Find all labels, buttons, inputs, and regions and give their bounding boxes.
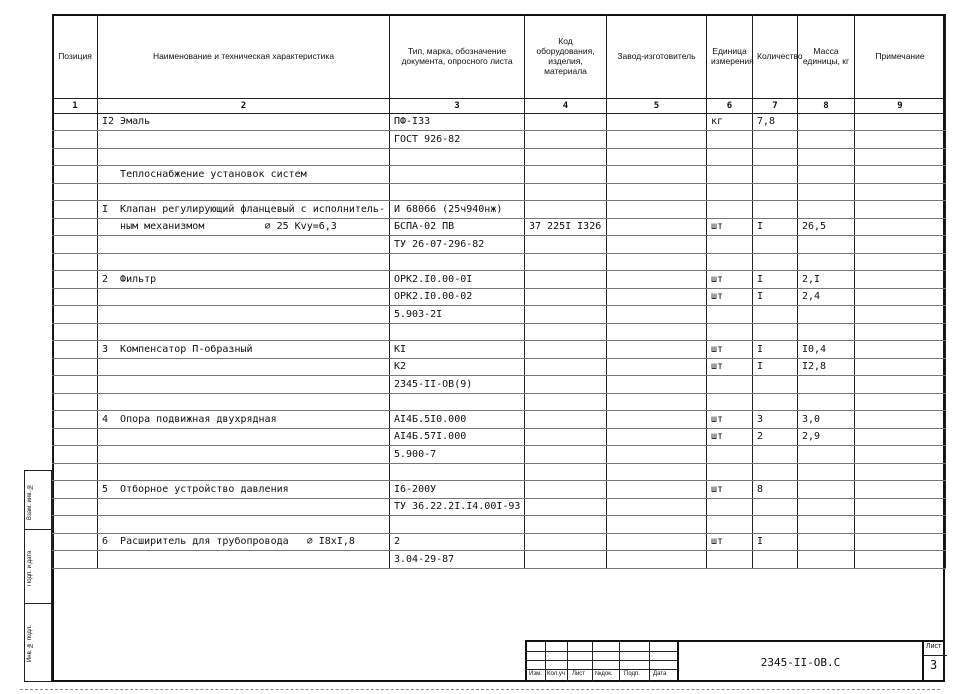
cell-quantity bbox=[753, 148, 798, 166]
cell-code bbox=[525, 148, 607, 166]
cell-quantity: I bbox=[753, 533, 798, 551]
cell-type bbox=[390, 166, 525, 184]
cell-unit: шт bbox=[707, 218, 753, 236]
cell-maker bbox=[607, 463, 707, 481]
cell-quantity: 3 bbox=[753, 411, 798, 429]
title-block bbox=[525, 640, 945, 682]
table-row bbox=[53, 411, 946, 429]
cell-unit: шт bbox=[707, 481, 753, 499]
cell-mass bbox=[798, 446, 855, 464]
cell-name: Теплоснабжение установок систем bbox=[98, 166, 390, 184]
strip-label-replace-inv: Взам. инв. № bbox=[27, 483, 33, 521]
sig-label: Дата bbox=[653, 671, 667, 677]
cell-mass: I0,4 bbox=[798, 341, 855, 359]
cell-code bbox=[525, 288, 607, 306]
table-row bbox=[53, 131, 946, 149]
cell-maker bbox=[607, 481, 707, 499]
cell-unit: шт bbox=[707, 341, 753, 359]
cell-position bbox=[53, 376, 98, 394]
cell-position bbox=[53, 533, 98, 551]
table-row bbox=[53, 498, 946, 516]
cell-note bbox=[855, 533, 946, 551]
cell-maker bbox=[607, 323, 707, 341]
cell-note bbox=[855, 201, 946, 219]
cell-note bbox=[855, 446, 946, 464]
cell-mass bbox=[798, 131, 855, 149]
cell-type: ТУ 26-07-296-82 bbox=[390, 236, 525, 254]
cell-mass bbox=[798, 113, 855, 131]
cell-name bbox=[98, 306, 390, 324]
cell-position bbox=[53, 411, 98, 429]
table-row bbox=[53, 341, 946, 359]
cell-maker bbox=[607, 288, 707, 306]
cell-mass: I2,8 bbox=[798, 358, 855, 376]
cell-code bbox=[525, 516, 607, 534]
cell-name: 6 Расширитель для трубопровода ∅ I8хI,8 bbox=[98, 533, 390, 551]
table-row bbox=[53, 446, 946, 464]
header-note: Примечание bbox=[855, 14, 946, 98]
cell-code bbox=[525, 463, 607, 481]
cell-type bbox=[390, 323, 525, 341]
cell-unit bbox=[707, 446, 753, 464]
cell-code bbox=[525, 236, 607, 254]
header-mass: Масса единицы, кг bbox=[798, 14, 855, 98]
cell-unit bbox=[707, 166, 753, 184]
cell-quantity bbox=[753, 253, 798, 271]
column-number-row bbox=[53, 98, 946, 113]
cell-unit: шт bbox=[707, 288, 753, 306]
cell-position bbox=[53, 498, 98, 516]
table-row bbox=[53, 358, 946, 376]
table-row bbox=[53, 271, 946, 289]
cell-code bbox=[525, 446, 607, 464]
cell-mass bbox=[798, 236, 855, 254]
column-number: 2 bbox=[98, 98, 390, 113]
cell-mass: 3,0 bbox=[798, 411, 855, 429]
cell-unit bbox=[707, 463, 753, 481]
cell-unit bbox=[707, 306, 753, 324]
cell-maker bbox=[607, 131, 707, 149]
cell-note bbox=[855, 166, 946, 184]
cell-quantity bbox=[753, 516, 798, 534]
cell-type: 5.903-2I bbox=[390, 306, 525, 324]
cell-position bbox=[53, 516, 98, 534]
cell-code bbox=[525, 183, 607, 201]
cell-note bbox=[855, 428, 946, 446]
cell-type bbox=[390, 148, 525, 166]
cell-type: I6-200У bbox=[390, 481, 525, 499]
table-row bbox=[53, 183, 946, 201]
cell-unit: кг bbox=[707, 113, 753, 131]
cell-name bbox=[98, 253, 390, 271]
column-number: 8 bbox=[798, 98, 855, 113]
cell-note bbox=[855, 218, 946, 236]
cell-position bbox=[53, 323, 98, 341]
cell-code bbox=[525, 481, 607, 499]
cell-position bbox=[53, 131, 98, 149]
sig-label: Подп. bbox=[624, 671, 640, 677]
sheet-number-box bbox=[922, 642, 947, 682]
cell-type bbox=[390, 463, 525, 481]
cell-position bbox=[53, 306, 98, 324]
cell-maker bbox=[607, 271, 707, 289]
cell-maker bbox=[607, 253, 707, 271]
header-row bbox=[53, 14, 946, 98]
table-row bbox=[53, 323, 946, 341]
specification-table bbox=[52, 14, 946, 569]
cell-type: 2 bbox=[390, 533, 525, 551]
cell-code bbox=[525, 428, 607, 446]
bottom-trim-line bbox=[20, 689, 940, 690]
cell-note bbox=[855, 131, 946, 149]
table-row bbox=[53, 428, 946, 446]
cell-code bbox=[525, 551, 607, 569]
cell-position bbox=[53, 446, 98, 464]
cell-unit: шт bbox=[707, 358, 753, 376]
cell-position bbox=[53, 236, 98, 254]
cell-maker bbox=[607, 306, 707, 324]
cell-mass bbox=[798, 481, 855, 499]
table-row bbox=[53, 166, 946, 184]
cell-type bbox=[390, 183, 525, 201]
sig-label: №док. bbox=[595, 671, 613, 677]
cell-code bbox=[525, 393, 607, 411]
cell-unit bbox=[707, 498, 753, 516]
cell-quantity bbox=[753, 498, 798, 516]
cell-maker bbox=[607, 148, 707, 166]
sig-label: Кол.уч bbox=[547, 671, 565, 677]
cell-name: 2 Фильтр bbox=[98, 271, 390, 289]
table-row bbox=[53, 376, 946, 394]
table-row bbox=[53, 481, 946, 499]
cell-quantity bbox=[753, 376, 798, 394]
table-row bbox=[53, 551, 946, 569]
specification-body bbox=[53, 113, 946, 568]
cell-unit bbox=[707, 201, 753, 219]
cell-unit bbox=[707, 236, 753, 254]
cell-maker bbox=[607, 358, 707, 376]
cell-name: 5 Отборное устройство давления bbox=[98, 481, 390, 499]
header-name: Наименование и техническая характеристика bbox=[98, 14, 390, 98]
cell-maker bbox=[607, 516, 707, 534]
cell-position bbox=[53, 481, 98, 499]
cell-note bbox=[855, 323, 946, 341]
cell-name: ным механизмом ∅ 25 Kvy=6,3 bbox=[98, 218, 390, 236]
cell-mass: 26,5 bbox=[798, 218, 855, 236]
cell-maker bbox=[607, 428, 707, 446]
cell-mass bbox=[798, 166, 855, 184]
table-row bbox=[53, 253, 946, 271]
cell-mass: 2,4 bbox=[798, 288, 855, 306]
cell-name bbox=[98, 183, 390, 201]
cell-unit bbox=[707, 323, 753, 341]
table-row bbox=[53, 148, 946, 166]
revision-grid bbox=[527, 642, 677, 682]
cell-name bbox=[98, 516, 390, 534]
cell-code bbox=[525, 358, 607, 376]
cell-quantity: I bbox=[753, 341, 798, 359]
cell-mass bbox=[798, 201, 855, 219]
cell-mass bbox=[798, 253, 855, 271]
cell-name bbox=[98, 323, 390, 341]
table-row bbox=[53, 236, 946, 254]
cell-position bbox=[53, 218, 98, 236]
cell-position bbox=[53, 183, 98, 201]
table-row bbox=[53, 516, 946, 534]
sig-label: Лист bbox=[572, 671, 586, 677]
cell-note bbox=[855, 551, 946, 569]
cell-position bbox=[53, 271, 98, 289]
cell-code bbox=[525, 498, 607, 516]
cell-unit bbox=[707, 183, 753, 201]
cell-note bbox=[855, 498, 946, 516]
cell-type: ГОСТ 926-82 bbox=[390, 131, 525, 149]
cell-quantity: I bbox=[753, 288, 798, 306]
cell-quantity: I bbox=[753, 218, 798, 236]
cell-code bbox=[525, 341, 607, 359]
cell-quantity bbox=[753, 236, 798, 254]
sheet-label: Лист bbox=[926, 643, 942, 650]
column-number: 5 bbox=[607, 98, 707, 113]
cell-note bbox=[855, 516, 946, 534]
cell-maker bbox=[607, 498, 707, 516]
cell-position bbox=[53, 288, 98, 306]
cell-position bbox=[53, 358, 98, 376]
cell-code: 37 225I I326 bbox=[525, 218, 607, 236]
table-row bbox=[53, 218, 946, 236]
cell-position bbox=[53, 463, 98, 481]
cell-code bbox=[525, 306, 607, 324]
column-number: 4 bbox=[525, 98, 607, 113]
cell-note bbox=[855, 288, 946, 306]
cell-quantity: 7,8 bbox=[753, 113, 798, 131]
cell-name bbox=[98, 498, 390, 516]
cell-quantity bbox=[753, 446, 798, 464]
cell-unit: шт bbox=[707, 533, 753, 551]
cell-type bbox=[390, 253, 525, 271]
cell-quantity bbox=[753, 131, 798, 149]
cell-maker bbox=[607, 201, 707, 219]
cell-maker bbox=[607, 446, 707, 464]
cell-unit: шт bbox=[707, 411, 753, 429]
cell-note bbox=[855, 393, 946, 411]
cell-maker bbox=[607, 411, 707, 429]
table-row bbox=[53, 201, 946, 219]
cell-type: И 68066 (25ч940нж) bbox=[390, 201, 525, 219]
cell-maker bbox=[607, 376, 707, 394]
cell-type: АI4Б.5I0.000 bbox=[390, 411, 525, 429]
cell-type bbox=[390, 516, 525, 534]
cell-maker bbox=[607, 218, 707, 236]
cell-quantity bbox=[753, 393, 798, 411]
cell-mass: 2,9 bbox=[798, 428, 855, 446]
cell-mass bbox=[798, 183, 855, 201]
cell-code bbox=[525, 271, 607, 289]
cell-name bbox=[98, 236, 390, 254]
cell-unit bbox=[707, 376, 753, 394]
cell-name bbox=[98, 131, 390, 149]
cell-maker bbox=[607, 551, 707, 569]
cell-type: 3.04-29-87 bbox=[390, 551, 525, 569]
cell-maker bbox=[607, 183, 707, 201]
cell-type bbox=[390, 393, 525, 411]
cell-code bbox=[525, 113, 607, 131]
column-number: 6 bbox=[707, 98, 753, 113]
cell-note bbox=[855, 306, 946, 324]
table-row bbox=[53, 113, 946, 131]
cell-position bbox=[53, 428, 98, 446]
cell-name bbox=[98, 446, 390, 464]
cell-unit: шт bbox=[707, 428, 753, 446]
table-row bbox=[53, 393, 946, 411]
table-row bbox=[53, 533, 946, 551]
cell-name: I2 Эмаль bbox=[98, 113, 390, 131]
approval-strip bbox=[24, 470, 52, 682]
cell-mass bbox=[798, 533, 855, 551]
cell-quantity bbox=[753, 183, 798, 201]
cell-note bbox=[855, 376, 946, 394]
cell-position bbox=[53, 201, 98, 219]
cell-quantity bbox=[753, 551, 798, 569]
cell-maker bbox=[607, 393, 707, 411]
cell-name bbox=[98, 428, 390, 446]
cell-mass bbox=[798, 393, 855, 411]
cell-type: ТУ 36.22.2I.I4.00I-93 bbox=[390, 498, 525, 516]
cell-mass bbox=[798, 463, 855, 481]
cell-type: 2345-II-ОВ(9) bbox=[390, 376, 525, 394]
cell-type: АI4Б.57I.000 bbox=[390, 428, 525, 446]
cell-type: ПФ-I33 bbox=[390, 113, 525, 131]
cell-code bbox=[525, 201, 607, 219]
cell-unit: шт bbox=[707, 271, 753, 289]
header-maker: Завод-изготовитель bbox=[607, 14, 707, 98]
cell-maker bbox=[607, 533, 707, 551]
cell-quantity: I bbox=[753, 271, 798, 289]
cell-unit bbox=[707, 148, 753, 166]
cell-quantity bbox=[753, 166, 798, 184]
cell-position bbox=[53, 341, 98, 359]
cell-type: КI bbox=[390, 341, 525, 359]
cell-maker bbox=[607, 236, 707, 254]
cell-mass bbox=[798, 306, 855, 324]
cell-name bbox=[98, 358, 390, 376]
cell-position bbox=[53, 113, 98, 131]
cell-name: I Клапан регулирующий фланцевый с исполнитель- bbox=[98, 201, 390, 219]
cell-mass bbox=[798, 323, 855, 341]
header-quantity: Количество bbox=[753, 14, 798, 98]
cell-quantity: I bbox=[753, 358, 798, 376]
cell-mass bbox=[798, 148, 855, 166]
cell-mass bbox=[798, 516, 855, 534]
header-position: Позиция bbox=[53, 14, 98, 98]
cell-type: К2 bbox=[390, 358, 525, 376]
header-unit: Единица измерения bbox=[707, 14, 753, 98]
cell-type: ОРК2.I0.00-02 bbox=[390, 288, 525, 306]
cell-note bbox=[855, 481, 946, 499]
cell-type: ОРК2.I0.00-0I bbox=[390, 271, 525, 289]
cell-note bbox=[855, 358, 946, 376]
cell-code bbox=[525, 131, 607, 149]
column-number: 3 bbox=[390, 98, 525, 113]
cell-unit bbox=[707, 131, 753, 149]
cell-code bbox=[525, 411, 607, 429]
strip-label-sign-date: Подп. и дата bbox=[27, 550, 33, 586]
cell-type: 5.900-7 bbox=[390, 446, 525, 464]
cell-name bbox=[98, 393, 390, 411]
cell-quantity: 2 bbox=[753, 428, 798, 446]
cell-mass bbox=[798, 376, 855, 394]
cell-name bbox=[98, 148, 390, 166]
cell-note bbox=[855, 271, 946, 289]
sheet-number: 3 bbox=[930, 658, 938, 672]
cell-maker bbox=[607, 341, 707, 359]
cell-note bbox=[855, 463, 946, 481]
cell-position bbox=[53, 253, 98, 271]
table-row bbox=[53, 306, 946, 324]
cell-name: 4 Опора подвижная двухрядная bbox=[98, 411, 390, 429]
cell-quantity bbox=[753, 323, 798, 341]
column-number: 9 bbox=[855, 98, 946, 113]
cell-position bbox=[53, 551, 98, 569]
cell-unit bbox=[707, 551, 753, 569]
cell-quantity: 8 bbox=[753, 481, 798, 499]
cell-name bbox=[98, 551, 390, 569]
cell-type: БСПА-02 ПВ bbox=[390, 218, 525, 236]
cell-note bbox=[855, 253, 946, 271]
cell-mass: 2,I bbox=[798, 271, 855, 289]
cell-code bbox=[525, 376, 607, 394]
table-row bbox=[53, 463, 946, 481]
cell-note bbox=[855, 148, 946, 166]
cell-note bbox=[855, 183, 946, 201]
sig-label: Изм. bbox=[529, 671, 542, 677]
cell-code bbox=[525, 323, 607, 341]
column-number: 7 bbox=[753, 98, 798, 113]
cell-code bbox=[525, 533, 607, 551]
cell-name: 3 Компенсатор П-образный bbox=[98, 341, 390, 359]
cell-unit bbox=[707, 393, 753, 411]
cell-note bbox=[855, 411, 946, 429]
cell-position bbox=[53, 166, 98, 184]
cell-name bbox=[98, 376, 390, 394]
cell-name bbox=[98, 288, 390, 306]
header-code: Код оборудования, изделия, материала bbox=[525, 14, 607, 98]
cell-unit bbox=[707, 253, 753, 271]
cell-unit bbox=[707, 516, 753, 534]
cell-code bbox=[525, 166, 607, 184]
cell-name bbox=[98, 463, 390, 481]
cell-quantity bbox=[753, 463, 798, 481]
cell-quantity bbox=[753, 201, 798, 219]
cell-maker bbox=[607, 113, 707, 131]
cell-quantity bbox=[753, 306, 798, 324]
cell-note bbox=[855, 341, 946, 359]
strip-label-inv-orig: Инв. № подл. bbox=[27, 625, 33, 663]
cell-note bbox=[855, 236, 946, 254]
header-type: Тип, марка, обозначение документа, опросного листа bbox=[390, 14, 525, 98]
document-code: 2345-II-ОВ.С bbox=[677, 642, 922, 682]
column-number: 1 bbox=[53, 98, 98, 113]
cell-position bbox=[53, 148, 98, 166]
cell-note bbox=[855, 113, 946, 131]
table-row bbox=[53, 288, 946, 306]
cell-code bbox=[525, 253, 607, 271]
cell-maker bbox=[607, 166, 707, 184]
cell-mass bbox=[798, 498, 855, 516]
cell-mass bbox=[798, 551, 855, 569]
cell-position bbox=[53, 393, 98, 411]
